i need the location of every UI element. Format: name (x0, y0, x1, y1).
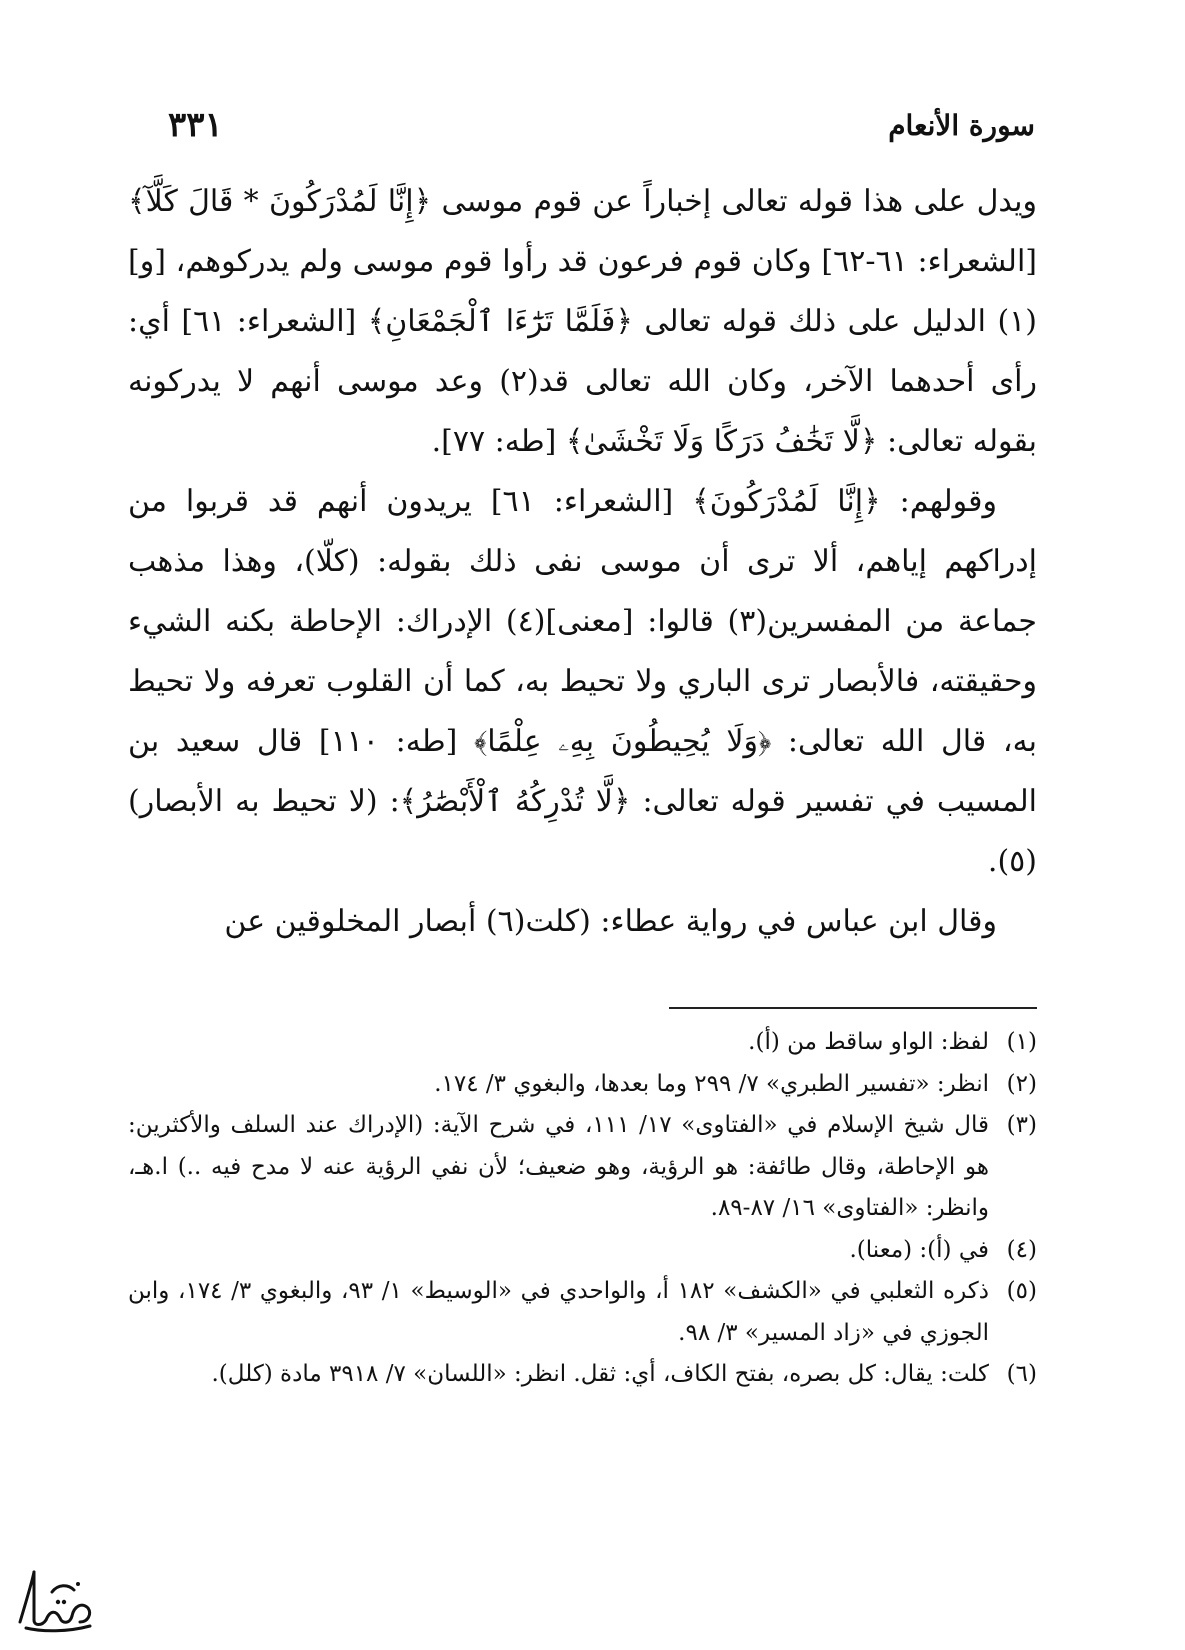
page-header (168, 100, 1035, 150)
footnote-text: لفظ: الواو ساقط من (أ). (748, 1029, 989, 1055)
page-number: ٣٣١ (168, 105, 223, 145)
footnote-text: كلت: يقال: كل بصره، بفتح الكاف، أي: ثقل. انظر: «اللسان» ٧/ ٣٩١٨ مادة (كلل). (211, 1361, 989, 1387)
footnote (128, 1105, 1037, 1230)
footnote-text: في (أ): (معنا). (849, 1236, 989, 1263)
footnote-number: (٣) (1006, 1112, 1037, 1138)
publisher-calligraphy-logo-icon (12, 1562, 96, 1636)
footnote (128, 1064, 1037, 1106)
paragraph: وقولهم: ﴿إِنَّا لَمُدْرَكُونَ﴾ [الشعراء: ٦١] يريدون أنهم قد قربوا من إدراكهم إياهم، ألا ترى أن موسى نفى ذلك بقوله: (كلّا)، وهذا مذهب جماعة من المفسرين(٣) قالوا: [معنى](٤) الإدراك: الإحاطة بكنه الشيء وحقيقته، فالأبصار ترى الباري ولا تحيط به، كما أن القلوب تعرفه ولا تحيط به، قال الله تعالى: ﴿وَلَا يُحِيطُونَ بِهِۦ عِلْمًا﴾ [طه: ١١٠] قال سعيد بن المسيب في تفسير قوله تعالى: ﴿لَّا تُدْرِكُهُ ٱلْأَبْصَٰرُ﴾: (لا تحيط به الأبصار)(٥). (128, 484, 1038, 879)
paragraph: وقال ابن عباس في رواية عطاء: (كلت(٦) أبصار المخلوقين عن (224, 904, 997, 939)
footnote (128, 1354, 1037, 1396)
footnote-number: (٢) (1006, 1070, 1037, 1097)
footnote (128, 1230, 1037, 1272)
footnote-number: (٤) (1006, 1236, 1037, 1263)
footnote-number: (٥) (1006, 1278, 1037, 1304)
paragraph: ويدل على هذا قوله تعالى إخباراً عن قوم موسى ﴿إِنَّا لَمُدْرَكُونَ * قَالَ كَلَّآ﴾ [الشعراء: ٦١-٦٢] وكان قوم فرعون قد رأوا قوم موسى ولم يدركوهم، [و](١) الدليل على ذلك قوله تعالى ﴿فَلَمَّا تَرَٰٓءَا ٱلْجَمْعَانِ﴾ [الشعراء: ٦١] أي: رأى أحدهما الآخر، وكان الله تعالى قد(٢) وعد موسى أنهم لا يدركونه بقوله تعالى: ﴿لَّا تَخَٰفُ دَرَكًا وَلَا تَخْشَىٰ﴾ [طه: ٧٧]. (128, 184, 1038, 459)
footnote-separator (669, 1007, 1037, 1009)
footnotes (128, 1022, 1037, 1396)
footnote (128, 1271, 1037, 1354)
main-text (128, 172, 1037, 952)
footnote-number: (١) (1006, 1029, 1037, 1055)
footnote-text: انظر: «تفسير الطبري» ٧/ ٢٩٩ وما بعدها، والبغوي ٣/ ١٧٤. (434, 1070, 989, 1097)
surah-title: سورة الأنعام (888, 108, 1035, 142)
footnote-text: ذكره الثعلبي في «الكشف» ١٨٢ أ، والواحدي في «الوسيط» ١/ ٩٣، والبغوي ٣/ ١٧٤، وابن الجوزي في «زاد المسير» ٣/ ٩٨. (128, 1278, 989, 1346)
footnote-number: (٦) (1006, 1361, 1037, 1387)
footnote-text: قال شيخ الإسلام في «الفتاوى» ١٧/ ١١١، في شرح الآية: (الإدراك عند السلف والأكثرين: هو الإحاطة، وقال طائفة: هو الرؤية، وهو ضعيف؛ لأن نفي الرؤية عنه لا مدح فيه ..) ا.هـ، وانظر: «الفتاوى» ١٦/ ٨٧-٨٩. (128, 1112, 990, 1221)
footnote (128, 1022, 1037, 1064)
